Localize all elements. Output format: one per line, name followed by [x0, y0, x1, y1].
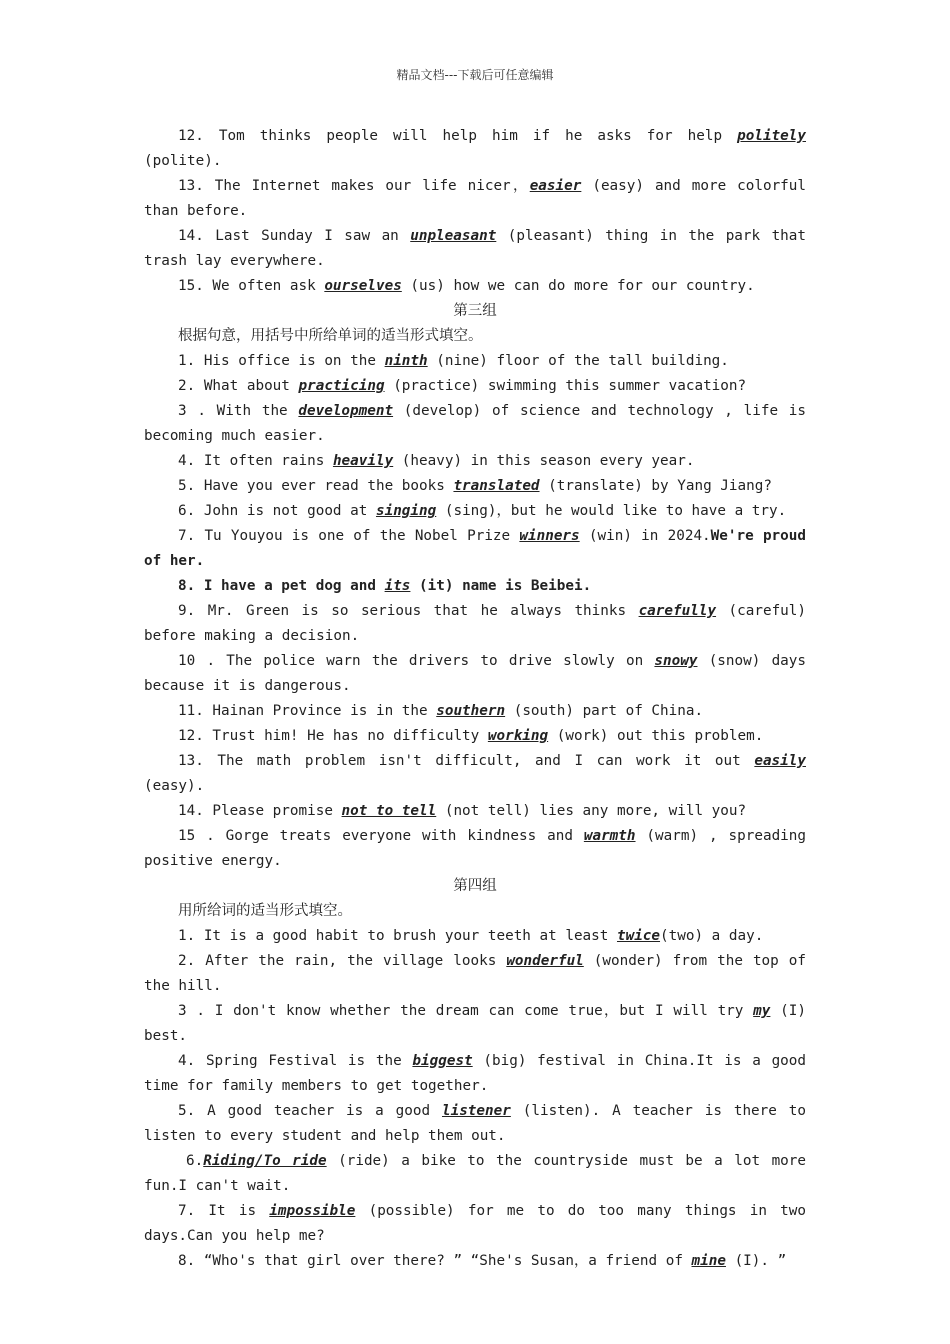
exercise-hint: (snow) days because it is dangerous. [144, 653, 806, 694]
exercise-block-continued [144, 124, 806, 299]
exercise-text: 10 . The police warn the drivers to drive slowly on [178, 653, 655, 669]
exercise-hint: (listen). A teacher is there to listen to every student and help them out. [144, 1103, 806, 1144]
exercise-text: 15 . Gorge treats everyone with kindness and [178, 828, 584, 844]
answer-blank: ourselves [324, 278, 402, 294]
exercise-item [144, 399, 806, 449]
group-4-instruction: 用所给词的适当形式填空。 [178, 903, 352, 919]
answer-blank: working [487, 728, 549, 744]
exercise-item [144, 1099, 806, 1149]
exercise-hint: (possible) for me to do too many things in two days.Can you help me? [144, 1203, 806, 1244]
exercise-item [144, 474, 806, 499]
exercise-hint: (translate) by Yang Jiang? [539, 478, 772, 494]
answer-blank: not to tell [341, 803, 437, 819]
exercise-hint: (it) name is Beibei. [410, 578, 592, 594]
answer-blank: my [753, 1003, 771, 1019]
exercise-text: 5. Have you ever read the books [178, 478, 454, 494]
exercise-text: 9. Mr. Green is so serious that he always thinks [178, 603, 639, 619]
answer-blank: winners [519, 528, 580, 544]
exercise-text: 7. It is [178, 1203, 270, 1219]
answer-blank: snowy [654, 653, 698, 669]
exercise-text: 6. [186, 1153, 204, 1169]
answer-blank: easier [529, 178, 582, 194]
exercise-item [144, 1049, 806, 1099]
exercise-text: 8. I have a pet dog and [178, 578, 385, 594]
answer-blank: politely [737, 128, 806, 144]
answer-blank: biggest [412, 1053, 473, 1069]
exercise-item [144, 1249, 806, 1274]
exercise-hint: (big) festival in China.It is a good time for family members to get together. [144, 1053, 806, 1094]
exercise-item [144, 374, 806, 399]
exercise-hint: (easy) and more colorful than before. [144, 178, 807, 219]
exercise-text: 11. Hainan Province is in the [178, 703, 437, 719]
exercise-item [144, 724, 806, 749]
exercise-text: 15. We often ask [178, 278, 325, 294]
exercise-text: 14. Please promise [178, 803, 342, 819]
exercise-text: 13. The Internet makes our life nicer， [178, 178, 530, 194]
exercise-item [144, 574, 806, 599]
exercise-hint: (us) how we can do more for our country. [401, 278, 755, 294]
exercise-hint: (ride) a bike to the countryside must be a lot more fun.I can't wait. [144, 1153, 806, 1194]
exercise-text: 4. It often rains [178, 453, 333, 469]
exercise-item [144, 799, 806, 824]
exercise-hint: (I). ” [725, 1253, 787, 1269]
answer-blank: ninth [384, 353, 428, 369]
exercise-hint: (I) best. [144, 1003, 806, 1044]
exercise-text: 6. John is not good at [178, 503, 376, 519]
exercise-text: 1. It is a good habit to brush your teeth at least [178, 928, 617, 944]
exercise-text: 3 . With the [178, 403, 299, 419]
exercise-text: 2. What about [178, 378, 299, 394]
group-3-heading: 第三组 [453, 303, 497, 319]
exercise-hint: (careful) before making a decision. [144, 603, 807, 644]
exercise-hint: (warm) , spreading positive energy. [144, 828, 806, 869]
exercise-item [144, 174, 806, 224]
exercise-text: 2. After the rain, the village looks [178, 953, 507, 969]
exercise-text-bold: We're proud of her. [144, 528, 806, 569]
exercise-item [144, 824, 806, 874]
exercise-item [144, 224, 806, 274]
exercise-text: 14. Last Sunday I saw an [178, 228, 411, 244]
exercise-hint: (practice) swimming this summer vacation? [384, 378, 747, 394]
exercise-item [144, 999, 806, 1049]
exercise-item [144, 449, 806, 474]
exercise-hint: (work) out this problem. [548, 728, 764, 744]
exercise-item [144, 599, 806, 649]
page-header: 精品文档---下载后可任意编辑 [396, 68, 554, 82]
exercise-text: 3 . I don't know whether the dream can come true，but I will try [178, 1003, 754, 1019]
exercise-hint: (not tell) lies any more, will you? [436, 803, 747, 819]
exercise-text: 12. Trust him! He has no difficulty [178, 728, 488, 744]
answer-blank: development [298, 403, 394, 419]
answer-blank: twice [616, 928, 661, 944]
exercise-item [144, 699, 806, 724]
answer-blank: wonderful [506, 953, 584, 969]
exercise-item [144, 749, 806, 799]
exercise-item [144, 1149, 806, 1199]
exercise-hint: (pleasant) thing in the park that trash lay everywhere. [144, 228, 807, 269]
answer-blank: warmth [583, 828, 636, 844]
answer-blank: singing [375, 503, 437, 519]
answer-blank: heavily [332, 453, 394, 469]
exercise-item [144, 949, 806, 999]
document-body [144, 124, 806, 1274]
answer-blank: Riding/To ride [203, 1153, 327, 1169]
answer-blank: translated [453, 478, 540, 494]
exercise-hint: (south) part of China. [505, 703, 704, 719]
exercise-text: 4. Spring Festival is the [178, 1053, 413, 1069]
answer-blank: listener [441, 1103, 511, 1119]
exercise-text: 13. The math problem isn't difficult, and I can work it out [178, 753, 755, 769]
exercise-item [144, 124, 806, 174]
exercise-hint: (sing)，but he would like to have a try. [436, 503, 787, 519]
exercise-item [144, 349, 806, 374]
answer-blank: mine [691, 1253, 726, 1269]
exercise-item [144, 524, 806, 574]
exercise-item [144, 499, 806, 524]
exercise-hint: (nine) floor of the tall building. [427, 353, 729, 369]
group-3-exercises [144, 349, 806, 874]
exercise-item [144, 1199, 806, 1249]
exercise-item [144, 649, 806, 699]
answer-blank: carefully [638, 603, 717, 619]
exercise-text: 1. His office is on the [178, 353, 385, 369]
answer-blank: easily [754, 753, 806, 769]
exercise-hint: (heavy) in this season every year. [393, 453, 695, 469]
answer-blank: practicing [298, 378, 385, 394]
exercise-text: 12. Tom thinks people will help him if he asks for help [178, 128, 738, 144]
answer-blank: unpleasant [410, 228, 497, 244]
group-4-heading: 第四组 [453, 878, 497, 894]
exercise-hint: (develop) of science and technology , life is becoming much easier. [144, 403, 806, 444]
group-4-exercises [144, 924, 806, 1274]
exercise-hint: (wonder) from the top of the hill. [144, 953, 806, 994]
exercise-text: 8. “Who's that girl over there? ” “She's Susan，a friend of [178, 1253, 692, 1269]
exercise-hint: (polite). [144, 153, 222, 169]
exercise-text: 5. A good teacher is a good [178, 1103, 442, 1119]
exercise-hint: (win) in 2024. [579, 528, 711, 544]
exercise-text: 7. Tu Youyou is one of the Nobel Prize [178, 528, 520, 544]
exercise-item [144, 274, 806, 299]
exercise-hint: (easy). [144, 778, 205, 794]
answer-blank: impossible [269, 1203, 356, 1219]
group-3-instruction: 根据句意，用括号中所给单词的适当形式填空。 [178, 328, 483, 344]
exercise-item [144, 924, 806, 949]
exercise-hint: (two) a day. [660, 928, 764, 944]
answer-blank: its [384, 578, 411, 594]
answer-blank: southern [436, 703, 506, 719]
